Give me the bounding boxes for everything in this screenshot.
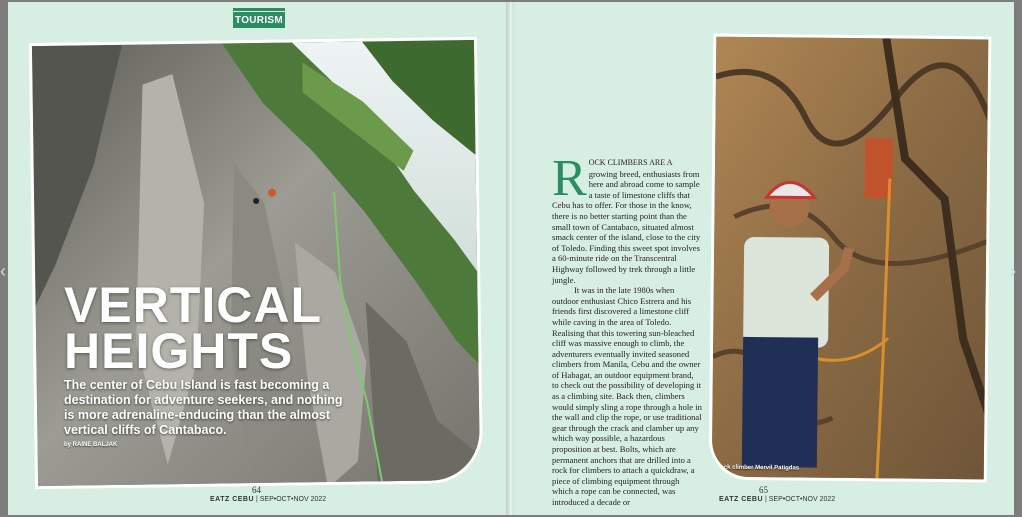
page-number: 64 <box>252 485 261 495</box>
next-page-button[interactable] <box>1010 261 1022 281</box>
article-headline <box>64 277 322 379</box>
article-body <box>552 150 702 508</box>
paragraph-2: It was in the late 1980s when outdoor enthusiast Chico Estrera and his friends first discovered a limestone cliff while caving in the area of Toledo. Realising that this towering sun-bleached cliff was massive enough to climb, the adventurers eventually invited seasoned climbers from Manila, Cebu and the owner of Habagat, an outdoor equipment brand, to check out the possibility of developing it as a climbing site. Back then, climbers would simply sling a rope through a hole in the wall and clip the rope, or use traditional gear through the crack and clamber up any which way possible, a hazardous proposition at best. Bolts, which are permanent anchors that are drilled into a rock for climbers to attach a quickdraw, a piece of climbing equipment through which a rope can be connected, was introduced a decade or <box>552 285 702 507</box>
headline-line-1: VERTICAL <box>64 277 322 333</box>
magazine-name: EATZ CEBU <box>719 496 764 503</box>
climber-illustration <box>712 37 992 483</box>
prev-page-button[interactable] <box>0 261 12 281</box>
page-number: 65 <box>759 485 768 495</box>
issue-date: SEP•OCT•NOV 2022 <box>259 496 327 503</box>
paragraph-1: growing breed, enthusiasts from here and abroad come to sample a taste of limestone cliffs that Cebu has to offer. For those in the know, there is no better starting point than the small town of Cantabaco, situated almost smack center of the island, close to the city of Toledo. Finding this sweet spot involves a 60-minute ride on the Transcentral Highway followed by trek through a little jungle. <box>552 168 701 285</box>
article-paragraph <box>552 150 702 285</box>
photo-caption: Rock climber Mervil Patigdas <box>715 464 800 472</box>
magazine-footer: EATZ CEBU | SEP•OCT•NOV 2022 <box>719 496 836 503</box>
section-label: TOURISM <box>233 12 285 28</box>
chevron-right-icon: › <box>1010 261 1016 281</box>
magazine-name: EATZ CEBU <box>210 496 255 503</box>
chevron-left-icon: ‹ <box>0 261 6 281</box>
byline: by RAINE BALJAK <box>64 442 118 448</box>
headline-line-2: HEIGHTS <box>64 323 294 379</box>
lead-in: OCK CLIMBERS ARE A <box>588 158 673 167</box>
article-deck: The center of Cebu Island is fast becoming a destination for adventure seekers, and nothing is more adrenaline-enducing than the almost vertical cliffs of Cantabaco. <box>64 378 343 437</box>
issue-date: SEP•OCT•NOV 2022 <box>768 496 836 503</box>
left-page <box>8 2 508 515</box>
drop-cap: R <box>552 150 587 207</box>
magazine-footer: EATZ CEBU | SEP•OCT•NOV 2022 <box>210 496 327 503</box>
climber-photo <box>709 34 992 483</box>
right-page <box>514 2 1014 515</box>
